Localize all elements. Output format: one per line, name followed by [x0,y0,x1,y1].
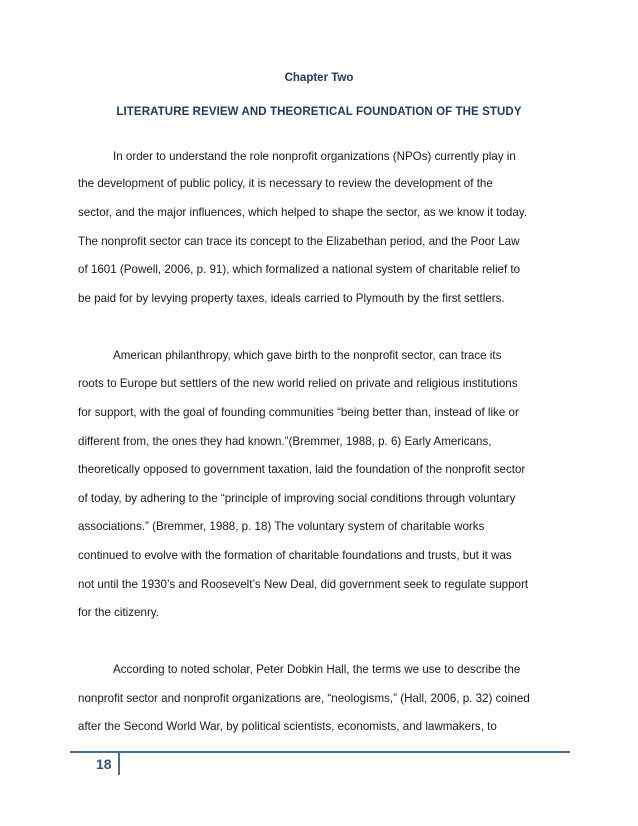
paragraph-2-line-10: for the citizenry. [78,606,159,619]
paragraph-2-line-2: roots to Europe but settlers of the new world relied on private and religious institutions [78,377,518,390]
paragraph-2-line-1: American philanthropy, which gave birth to the nonprofit sector, can trace its [113,349,502,362]
paragraph-2-line-9: not until the 1930’s and Roosevelt’s New Deal, did government seek to regulate support [78,578,529,591]
chapter-title: LITERATURE REVIEW AND THEORETICAL FOUNDATION OF THE STUDY [116,106,522,118]
paragraph-2-line-6: of today, by adhering to the “principle of improving social conditions through voluntary [78,492,516,505]
paragraph-2-line-3: for support, with the goal of founding communities “being better than, instead of like or [78,406,519,419]
paragraph-1-line-1: In order to understand the role nonprofit organizations (NPOs) currently play in [113,150,516,163]
paragraph-1-line-6: be paid for by levying property taxes, ideals carried to Plymouth by the first settlers. [78,292,505,305]
paragraph-3-line-3: after the Second World War, by political scientists, economists, and lawmakers, to [78,720,497,733]
paragraph-1-line-2: the development of public policy, it is necessary to review the development of the [78,177,493,190]
paragraph-3-line-2: nonprofit sector and nonprofit organizations are, “neologisms,” (Hall, 2006, p. 32) coined [78,692,530,705]
paragraph-1-line-5: of 1601 (Powell, 2006, p. 91), which formalized a national system of charitable relief to [78,263,521,276]
paragraph-2-line-8: continued to evolve with the formation of charitable foundations and trusts, but it was [78,549,512,562]
chapter-label: Chapter Two [284,72,354,84]
paragraph-2-line-7: associations.” (Bremmer, 1988, p. 18) The voluntary system of charitable works [78,520,485,533]
page-number: 18 [96,756,112,772]
paragraph-1-line-3: sector, and the major influences, which helped to shape the sector, as we know it today. [78,206,527,219]
footer-divider [70,751,570,753]
page-number-divider [118,753,120,775]
paragraph-2-line-5: theoretically opposed to government taxation, laid the foundation of the nonprofit sector [78,463,526,476]
paragraph-2-line-4: different from, the ones they had known.”(Bremmer, 1988, p. 6) Early Americans, [78,435,492,448]
paragraph-3-line-1: According to noted scholar, Peter Dobkin Hall, the terms we use to describe the [113,663,521,676]
paragraph-1-line-4: The nonprofit sector can trace its concept to the Elizabethan period, and the Poor Law [78,235,520,248]
